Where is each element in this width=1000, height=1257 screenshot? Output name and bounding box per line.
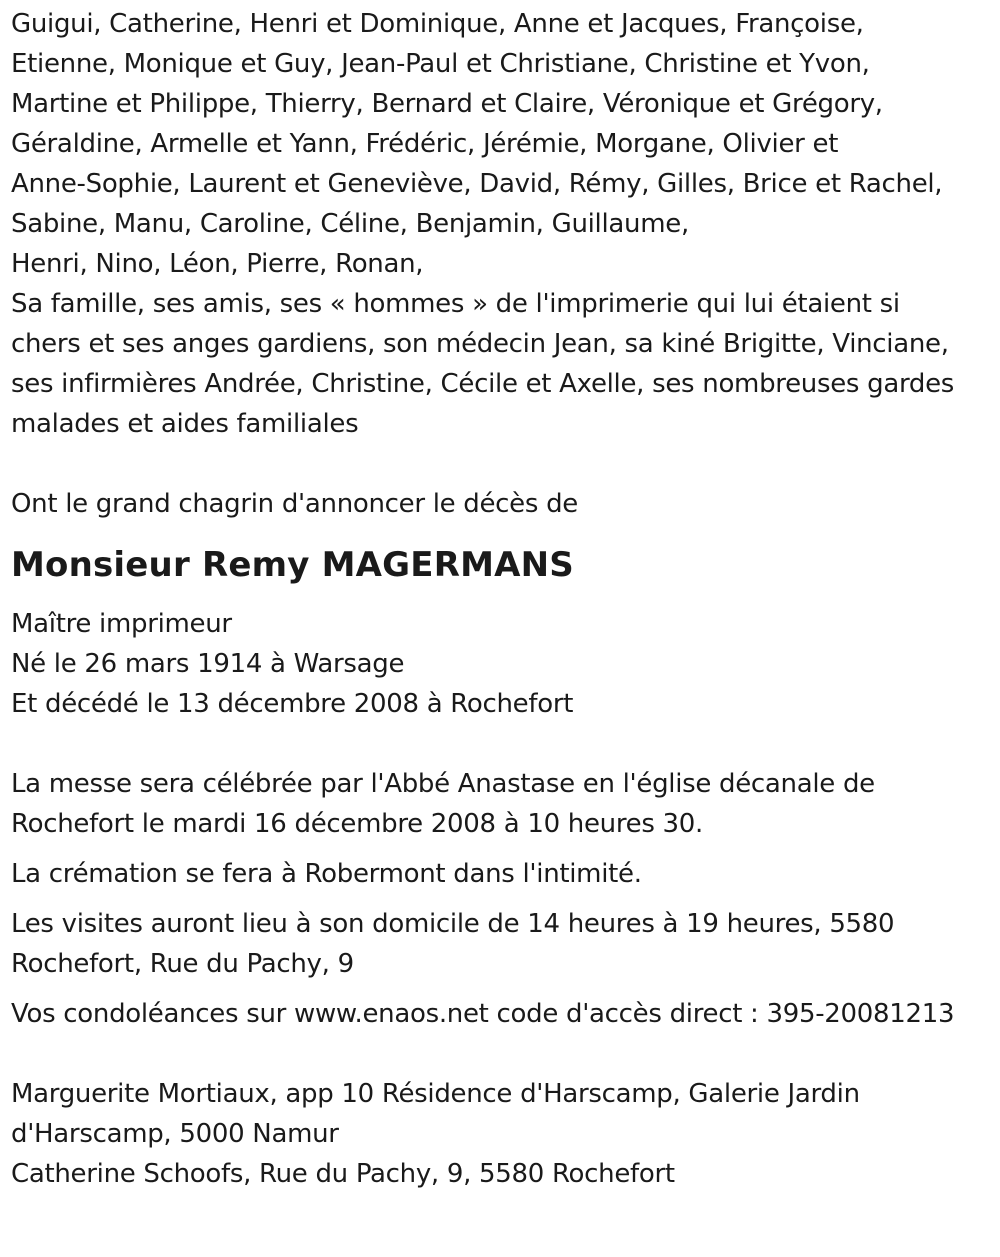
cremation-info: La crémation se fera à Robermont dans l'intimité. <box>11 859 642 889</box>
spacer <box>11 724 995 764</box>
obituary-notice <box>11 4 995 1194</box>
announcement-text: Ont le grand chagrin d'annoncer le décès de <box>11 489 578 519</box>
mourners-line: Martine et Philippe, Thierry, Bernard et Claire, Véronique et Grégory, <box>11 89 883 119</box>
mourners-line: Sabine, Manu, Caroline, Céline, Benjamin, Guillaume, <box>11 209 689 239</box>
deceased-name: Monsieur Remy MAGERMANS <box>11 545 574 585</box>
contact-line: d'Harscamp, 5000 Namur <box>11 1119 339 1149</box>
mass-line: La messe sera célébrée par l'Abbé Anastase en l'église décanale de <box>11 769 875 799</box>
mourners-line: Anne-Sophie, Laurent et Geneviève, David, Rémy, Gilles, Brice et Rachel, <box>11 169 943 199</box>
profession: Maître imprimeur <box>11 609 232 639</box>
mourners-line: Etienne, Monique et Guy, Jean-Paul et Christiane, Christine et Yvon, <box>11 49 870 79</box>
mass-line: Rochefort le mardi 16 décembre 2008 à 10 heures 30. <box>11 809 704 839</box>
mourners-line: Guigui, Catherine, Henri et Dominique, Anne et Jacques, Françoise, <box>11 9 864 39</box>
contact-line: Catherine Schoofs, Rue du Pachy, 9, 5580 Rochefort <box>11 1159 675 1189</box>
mourners-line: malades et aides familiales <box>11 409 359 439</box>
birth-info: Né le 26 mars 1914 à Warsage <box>11 649 405 679</box>
contact-line: Marguerite Mortiaux, app 10 Résidence d'Harscamp, Galerie Jardin <box>11 1079 860 1109</box>
mourners-line: Henri, Nino, Léon, Pierre, Ronan, <box>11 249 424 279</box>
death-info: Et décédé le 13 décembre 2008 à Rochefort <box>11 689 574 719</box>
mourners-line: Géraldine, Armelle et Yann, Frédéric, Jérémie, Morgane, Olivier et <box>11 129 839 159</box>
visits-line: Rochefort, Rue du Pachy, 9 <box>11 949 354 979</box>
bio-block <box>11 604 995 724</box>
spacer <box>11 844 995 854</box>
mourners-line: ses infirmières Andrée, Christine, Cécile et Axelle, ses nombreuses gardes <box>11 369 955 399</box>
spacer <box>11 444 995 484</box>
mourners-block <box>11 4 995 444</box>
spacer <box>11 1034 995 1074</box>
visits-info <box>11 904 995 984</box>
contact-addresses <box>11 1074 995 1194</box>
visits-line: Les visites auront lieu à son domicile de 14 heures à 19 heures, 5580 <box>11 909 895 939</box>
condolences-info: Vos condoléances sur www.enaos.net code d'accès direct : 395-20081213 <box>11 999 955 1029</box>
spacer <box>11 894 995 904</box>
mourners-line: chers et ses anges gardiens, son médecin Jean, sa kiné Brigitte, Vinciane, <box>11 329 949 359</box>
mass-info <box>11 764 995 844</box>
spacer <box>11 984 995 994</box>
mourners-line: Sa famille, ses amis, ses « hommes » de l'imprimerie qui lui étaient si <box>11 289 900 319</box>
